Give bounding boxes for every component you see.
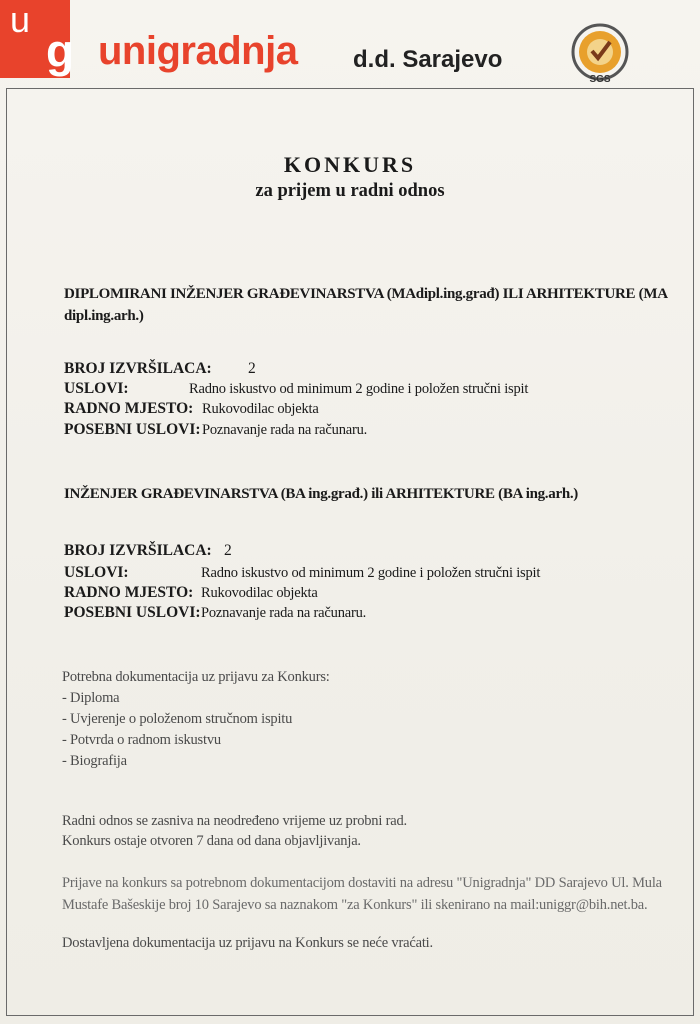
position-1-heading: DIPLOMIRANI INŽENJER GRAĐEVINARSTVA (MAdipl.ing.građ) ILI ARHITEKTURE (MA dipl.ing.arh.)	[64, 286, 667, 324]
documents-item: - Uvjerenje o položenom stručnom ispitu	[62, 711, 293, 727]
company-logo	[0, 0, 700, 88]
position-2-count-label: BROJ IZVRŠILACA:	[64, 542, 212, 559]
sgs-certification-icon	[566, 20, 632, 90]
position-2-heading: INŽENJER GRAĐEVINARSTVA (BA ing.građ.) ili ARHITEKTURE (BA ing.arh.)	[64, 486, 579, 502]
position-2-special-label: POSEBNI USLOVI:	[64, 604, 201, 621]
position-2-workplace-value: Rukovodilac objekta	[201, 585, 318, 601]
terms-line-1: Radni odnos se zasniva na neodređeno vrijeme uz probni rad.	[62, 813, 407, 829]
documents-intro: Potrebna dokumentacija uz prijavu za Konkurs:	[62, 669, 330, 685]
logo-letter-u: u	[10, 0, 31, 40]
position-1-special-label: POSEBNI USLOVI:	[64, 421, 201, 438]
position-1-workplace-value: Rukovodilac objekta	[202, 401, 319, 417]
position-2-conditions-label: USLOVI:	[64, 564, 129, 581]
position-1-conditions-value: Radno iskustvo od minimum 2 godine i položen stručni ispit	[189, 381, 529, 397]
position-1-conditions-label: USLOVI:	[64, 380, 129, 397]
sgs-label: SGS	[589, 74, 611, 85]
application-instructions: Prijave na konkurs sa potrebnom dokumentacijom dostaviti na adresu "Unigradnja" DD Sarajevo Ul. Mula Mustafe Bašeskije broj 10 Sarajevo sa naznakom "za Konkurs" ili skenirano na mail:uniggr@bih.net.ba.	[62, 875, 662, 913]
position-2-special-value: Poznavanje rada na računaru.	[201, 605, 367, 621]
position-2-count-value: 2	[224, 542, 232, 559]
terms-line-2: Konkurs ostaje otvoren 7 dana od dana objavljivanja.	[62, 833, 361, 849]
position-1-workplace-label: RADNO MJESTO:	[64, 400, 194, 417]
documents-item: - Biografija	[62, 753, 127, 769]
position-1-count-value: 2	[248, 360, 256, 377]
page-title: KONKURS	[283, 152, 417, 177]
position-1-special-value: Poznavanje rada na računaru.	[202, 422, 368, 438]
documents-item: - Potvrda o radnom iskustvu	[62, 732, 221, 748]
documents-item: - Diploma	[62, 690, 120, 706]
position-1-count-label: BROJ IZVRŠILACA:	[64, 360, 212, 377]
footer-note: Dostavljena dokumentacija uz prijavu na Konkurs se neće vraćati.	[62, 935, 433, 951]
logo-red-block	[0, 0, 75, 78]
logo-letter-g: g	[46, 25, 75, 77]
page-subtitle: za prijem u radni odnos	[255, 181, 445, 201]
company-suffix: d.d. Sarajevo	[353, 46, 503, 73]
logo-wordmark: unigradnja	[98, 29, 298, 73]
position-2-workplace-label: RADNO MJESTO:	[64, 584, 194, 601]
position-2-conditions-value: Radno iskustvo od minimum 2 godine i položen stručni ispit	[201, 565, 541, 581]
